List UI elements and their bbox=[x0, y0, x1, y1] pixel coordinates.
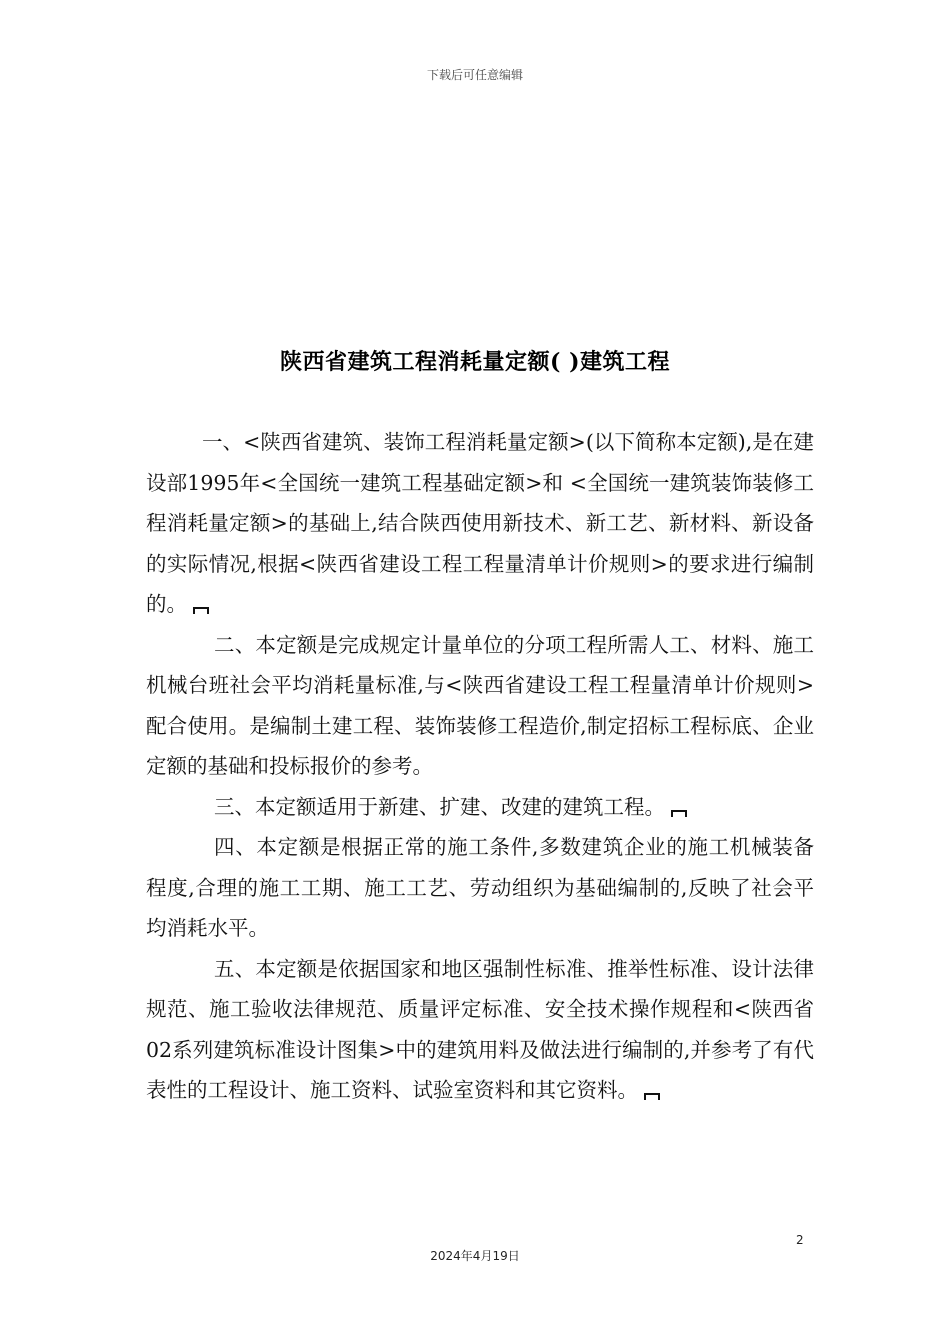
paragraph-5-text: 五、本定额是依据国家和地区强制性标准、推举性标准、设计法律规范、施工验收法律规范、质量评定标准、安全技术操作规程和<陕西省02系列建筑标准设计图集>中的建筑用料及做法进行编制的,并参考了有代表性的工程设计、施工资料、试验室资料和其它资料。 bbox=[146, 956, 814, 1102]
footer-date: 2024年4月19日 bbox=[430, 1249, 520, 1263]
page-number: 2 bbox=[796, 1233, 804, 1247]
document-body bbox=[146, 422, 814, 1111]
paragraph-mark-icon bbox=[644, 1093, 660, 1100]
paragraph-4-text: 四、本定额是根据正常的施工条件,多数建筑企业的施工机械装备程度,合理的施工工期、施工工艺、劳动组织为基础编制的,反映了社会平均消耗水平。 bbox=[146, 835, 814, 940]
paragraph-3-text: 三、本定额适用于新建、扩建、改建的建筑工程。 bbox=[214, 794, 665, 819]
paragraph-5 bbox=[146, 949, 814, 1111]
paragraph-4 bbox=[146, 827, 814, 949]
document-title: 陕西省建筑工程消耗量定额( )建筑工程 bbox=[280, 349, 670, 375]
header-note: 下载后可任意编辑 bbox=[426, 68, 523, 82]
paragraph-1-text: 一、<陕西省建筑、装饰工程消耗量定额>(以下简称本定额),是在建设部1995年<全国统一建筑工程基础定额>和 <全国统一建筑装饰装修工程消耗量定额>的基础上,结合陕西使用新技术、新工艺、新材料、新设备的实际情况,根据<陕西省建设工程工程量清单计价规则>的要求进行编制的。 bbox=[146, 430, 814, 616]
paragraph-mark-icon bbox=[193, 607, 209, 614]
paragraph-mark-icon bbox=[671, 810, 687, 817]
paragraph-1 bbox=[146, 422, 814, 625]
paragraph-2-text: 二、本定额是完成规定计量单位的分项工程所需人工、材料、施工机械台班社会平均消耗量标准,与<陕西省建设工程工程量清单计价规则>配合使用。是编制土建工程、装饰装修工程造价,制定招标工程标底、企业定额的基础和投标报价的参考。 bbox=[146, 632, 814, 778]
paragraph-2 bbox=[146, 625, 814, 787]
paragraph-3 bbox=[146, 787, 814, 828]
